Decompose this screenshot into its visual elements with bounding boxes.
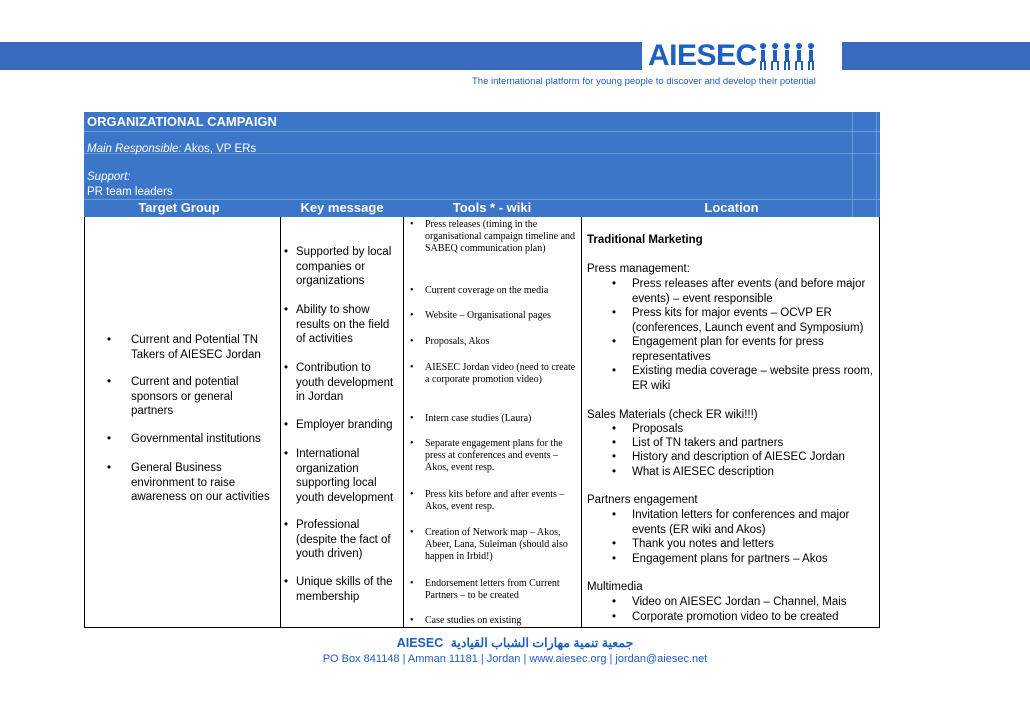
col-location: Location [704, 200, 759, 215]
list-item: • Intern case studies (Laura) [410, 413, 532, 424]
main-responsible-value: Akos, VP ERs [181, 143, 257, 155]
main-responsible [84, 132, 880, 154]
list-item: • Thank you notes and letters [612, 538, 774, 550]
list-item: • Contribution to youth development in Jordan [284, 362, 394, 403]
logo-text: AIESEC [648, 39, 757, 72]
list-item: • Press kits before and after events – Akos, event resp. [410, 489, 565, 512]
footer-arabic-name: جمعية تنمية مهارات الشباب القيادية [450, 636, 634, 650]
col-target-group: Target Group [138, 200, 220, 215]
list-item: • Governmental institutions [107, 433, 261, 445]
col-key-message: Key message [300, 200, 384, 215]
campaign-title: ORGANIZATIONAL CAMPAIGN [84, 112, 880, 132]
list-item: • What is AIESEC description [612, 466, 774, 478]
list-item: • AIESEC Jordan video (need to create a corporate promotion video) [410, 362, 576, 385]
traditional-marketing-heading: Traditional Marketing [587, 234, 703, 246]
list-item: • Video on AIESEC Jordan – Channel, Mais [612, 596, 847, 608]
footer-org [0, 635, 1030, 650]
list-item: • Current coverage on the media [410, 285, 549, 296]
footer-org-name: AIESEC [396, 636, 444, 650]
aiesec-logo [642, 38, 842, 74]
tagline: The international platform for young people to discover and develop their potential [472, 76, 816, 87]
people-figures-icon [758, 41, 818, 71]
column-divider [280, 217, 281, 628]
list-item: • Press kits for major events – OCVP ER (conferences, Launch event and Symposium) [612, 307, 864, 334]
list-item: • Existing media coverage – website press room, ER wiki [612, 365, 873, 392]
list-item: • Corporate promotion video to be created [612, 611, 839, 623]
list-item: • Unique skills of the membership [284, 576, 393, 603]
list-item: • Current and potential sponsors or general partners [107, 376, 239, 417]
list-item: • Proposals [612, 423, 684, 435]
press-management-heading: Press management: [587, 263, 690, 275]
list-item: • Employer branding [284, 419, 393, 431]
list-item: • Press releases (timing in the organisational campaign timeline and SABEQ communication plan) [410, 219, 576, 254]
sales-materials-heading: Sales Materials (check ER wiki!!!) [587, 409, 758, 421]
list-item: • International organization supporting local youth development [284, 448, 394, 504]
list-item: • Professional (despite the fact of youth driven) [284, 519, 391, 560]
list-item: • Engagement plan for events for press representatives [612, 336, 824, 363]
partners-engagement-heading: Partners engagement [587, 494, 698, 506]
column-divider [581, 217, 582, 628]
support-label: Support: [87, 171, 131, 183]
multimedia-heading: Multimedia [587, 581, 643, 593]
list-item: • Proposals, Akos [410, 336, 490, 347]
list-item: • Endorsement letters from Current Partners – to be created [410, 578, 560, 601]
list-item: • Website – Organisational pages [410, 310, 551, 321]
list-item: • Supported by local companies or organizations [284, 246, 392, 287]
list-item: • Press releases after events (and before major events) – event responsible [612, 278, 866, 305]
support-value: PR team leaders [84, 184, 880, 200]
col-tools: Tools * - wiki [452, 200, 532, 215]
list-item: • Creation of Network map – Akos, Abeer, Lana, Suleiman (should also happen in Irbid!) [410, 527, 568, 562]
list-item: • Ability to show results on the field of activities [284, 304, 390, 345]
column-divider [403, 217, 404, 628]
list-item: • General Business environment to raise awareness on our activities [107, 462, 270, 503]
list-item: • Current and Potential TN Takers of AIESEC Jordan [107, 334, 261, 361]
list-item: • Engagement plans for partners – Akos [612, 553, 828, 565]
list-item: • Invitation letters for conferences and major events (ER wiki and Akos) [612, 509, 850, 536]
list-item: • Separate engagement plans for the press at conferences and events – Akos, event resp. [410, 438, 563, 473]
header-band [0, 42, 1030, 70]
list-item: • List of TN takers and partners [612, 437, 784, 449]
list-item: • History and description of AIESEC Jordan [612, 451, 845, 463]
list-item: • Case studies on existing [410, 615, 522, 626]
footer-contact: PO Box 841148 | Amman 11181 | Jordan | www.aiesec.org | jordan@aiesec.net [322, 653, 708, 665]
main-responsible-label: Main Responsible: [87, 143, 182, 155]
